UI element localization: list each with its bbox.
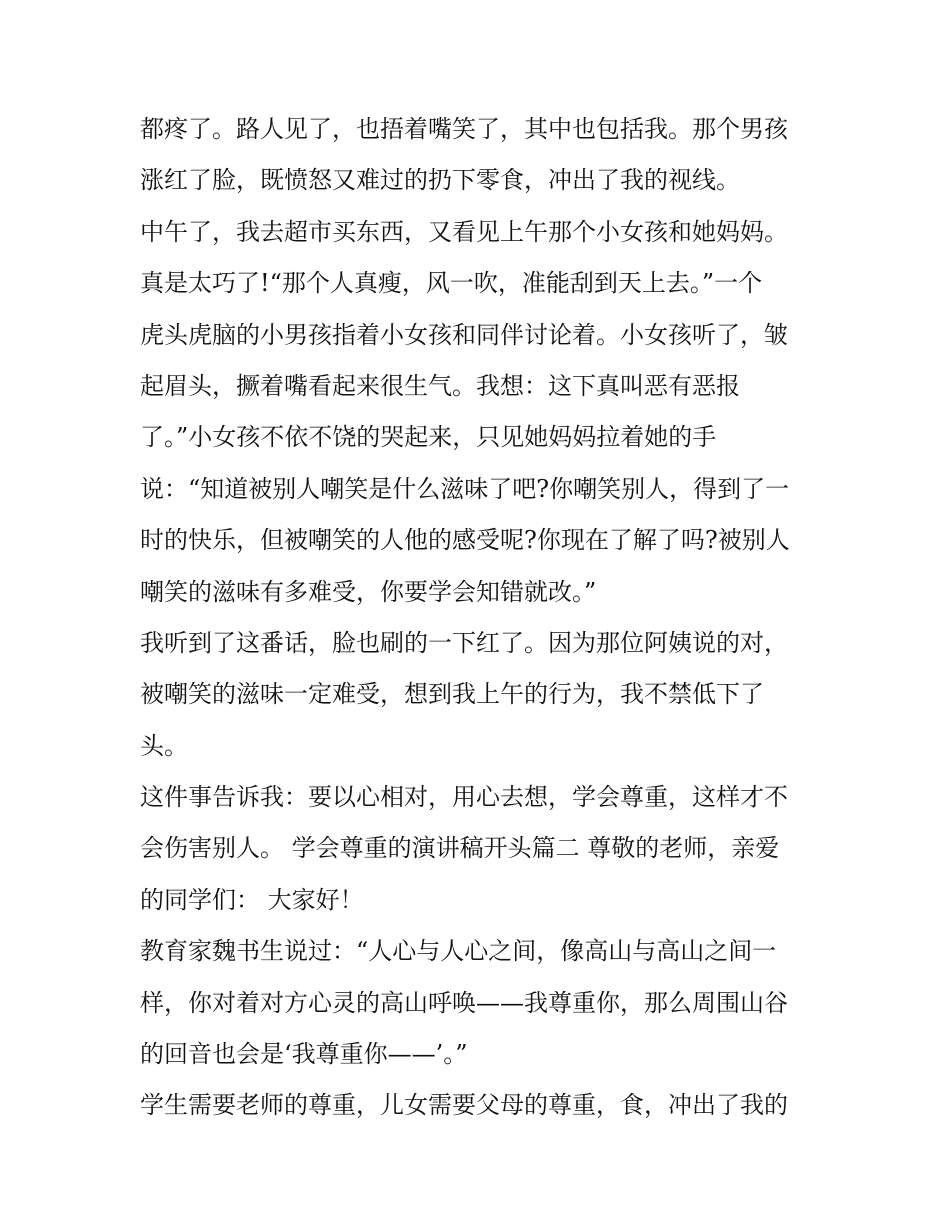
text-line: 样，你对着对方心灵的高山呼唤——我尊重你，那么周围山谷 xyxy=(140,988,788,1017)
text-line: 会伤害别人。 学会尊重的演讲稿开头篇二 尊敬的老师，亲爱 xyxy=(140,834,780,863)
text-line: 虎头虎脑的小男孩指着小女孩和同伴讨论着。小女孩听了，皱 xyxy=(140,320,788,349)
text-line: 教育家魏书生说过：“人心与人心之间，像高山与高山之间一 xyxy=(140,937,777,966)
text-line: 嘲笑的滋味有多难受，你要学会知错就改。” xyxy=(140,577,597,606)
text-line: 学生需要老师的尊重，儿女需要父母的尊重，食，冲出了我的 xyxy=(140,1091,788,1120)
text-line: 的回音也会是‘我尊重你——’。” xyxy=(140,1040,468,1069)
text-line: 时的快乐，但被嘲笑的人他的感受呢?你现在了解了吗?被别人 xyxy=(140,526,790,555)
text-line: 说：“知道被别人嘲笑是什么滋味了吧?你嘲笑别人，得到了一 xyxy=(140,474,790,503)
text-line: 被嘲笑的滋味一定难受，想到我上午的行为，我不禁低下了 xyxy=(140,680,764,709)
text-line: 我听到了这番话，脸也刷的一下红了。因为那位阿姨说的对， xyxy=(140,628,788,657)
text-line: 这件事告诉我：要以心相对，用心去想，学会尊重，这样才不 xyxy=(140,783,788,812)
text-line: 都疼了。路人见了，也捂着嘴笑了，其中也包括我。那个男孩 xyxy=(140,115,788,143)
text-line: 头。 xyxy=(140,731,188,760)
text-line: 涨红了脸，既愤怒又难过的扔下零食，冲出了我的视线。 xyxy=(140,166,740,195)
text-line: 的同学们： 大家好！ xyxy=(140,885,364,914)
text-line: 了。”小女孩不依不饶的哭起来，只见她妈妈拉着她的手 xyxy=(140,423,717,452)
body-text xyxy=(140,104,830,1132)
text-line: 起眉头，撅着嘴看起来很生气。我想：这下真叫恶有恶报 xyxy=(140,371,740,400)
text-line: 真是太巧了!“那个人真瘦，风一吹，准能刮到天上去。”一个 xyxy=(140,269,763,298)
text-line: 中午了，我去超市买东西，又看见上午那个小女孩和她妈妈。 xyxy=(140,217,788,246)
